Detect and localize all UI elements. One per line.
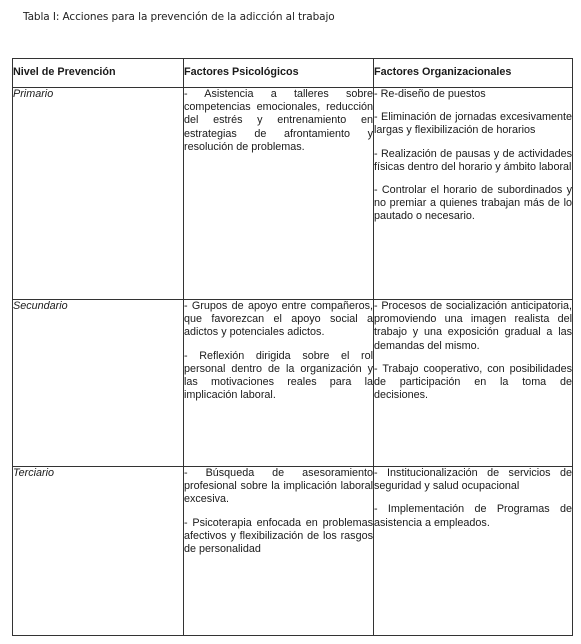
table-row bbox=[13, 300, 573, 467]
org-item: - Implementación de Programas de asistencia a empleados. bbox=[374, 503, 572, 529]
psych-item: - Asistencia a talleres sobre competencias emocionales, reducción del estrés y entrenamiento en estrategias de afrontamiento y resolución de problemas. bbox=[184, 88, 373, 153]
table-row bbox=[13, 88, 573, 300]
level-tertiary: Terciario bbox=[13, 467, 184, 636]
org-item: - Trabajo cooperativo, con posibilidades de participación en la toma de decisiones. bbox=[374, 362, 572, 402]
table-row bbox=[13, 467, 573, 636]
psych-item: - Psicoterapia enfocada en problemas afectivos y flexibilización de los rasgos de personalidad bbox=[184, 516, 373, 556]
org-item: - Eliminación de jornadas excesivamente largas y flexibilización de horarios bbox=[374, 111, 572, 137]
header-level: Nivel de Prevención bbox=[13, 59, 184, 88]
org-cell-secondary bbox=[374, 300, 573, 467]
level-primary: Primario bbox=[13, 88, 184, 300]
psych-item: - Búsqueda de asesoramiento profesional sobre la implicación laboral excesiva. bbox=[184, 467, 373, 506]
header-psych: Factores Psicológicos bbox=[184, 59, 374, 88]
psych-cell-secondary bbox=[184, 300, 374, 467]
org-cell-primary bbox=[374, 88, 573, 300]
table-caption: Tabla I: Acciones para la prevención de la adicción al trabajo bbox=[23, 11, 335, 23]
org-item: - Procesos de socialización anticipatoria, promoviendo una imagen realista del trabajo y una exposición gradual a las demandas del mismo. bbox=[374, 300, 572, 352]
org-item: - Realización de pausas y de actividades físicas dentro del horario y ámbito laboral bbox=[374, 147, 572, 173]
prevention-table bbox=[12, 58, 573, 636]
header-org: Factores Organizacionales bbox=[374, 59, 573, 88]
header-row bbox=[13, 59, 573, 88]
psych-cell-tertiary bbox=[184, 467, 374, 636]
psych-cell-primary bbox=[184, 88, 374, 300]
org-item: - Re-diseño de puestos bbox=[374, 88, 486, 100]
org-cell-tertiary bbox=[374, 467, 573, 636]
psych-item: - Grupos de apoyo entre compañeros, que favorezcan el apoyo social a adictos y potenciales adictos. bbox=[184, 300, 373, 339]
psych-item: - Reflexión dirigida sobre el rol personal dentro de la organización y las motivaciones reales para la implicación laboral. bbox=[184, 349, 373, 402]
org-item: - Controlar el horario de subordinados y no premiar a quienes trabajan más de lo pautado o necesario. bbox=[374, 184, 572, 223]
level-secondary: Secundario bbox=[13, 300, 184, 467]
org-item: - Institucionalización de servicios de seguridad y salud ocupacional bbox=[374, 467, 572, 493]
